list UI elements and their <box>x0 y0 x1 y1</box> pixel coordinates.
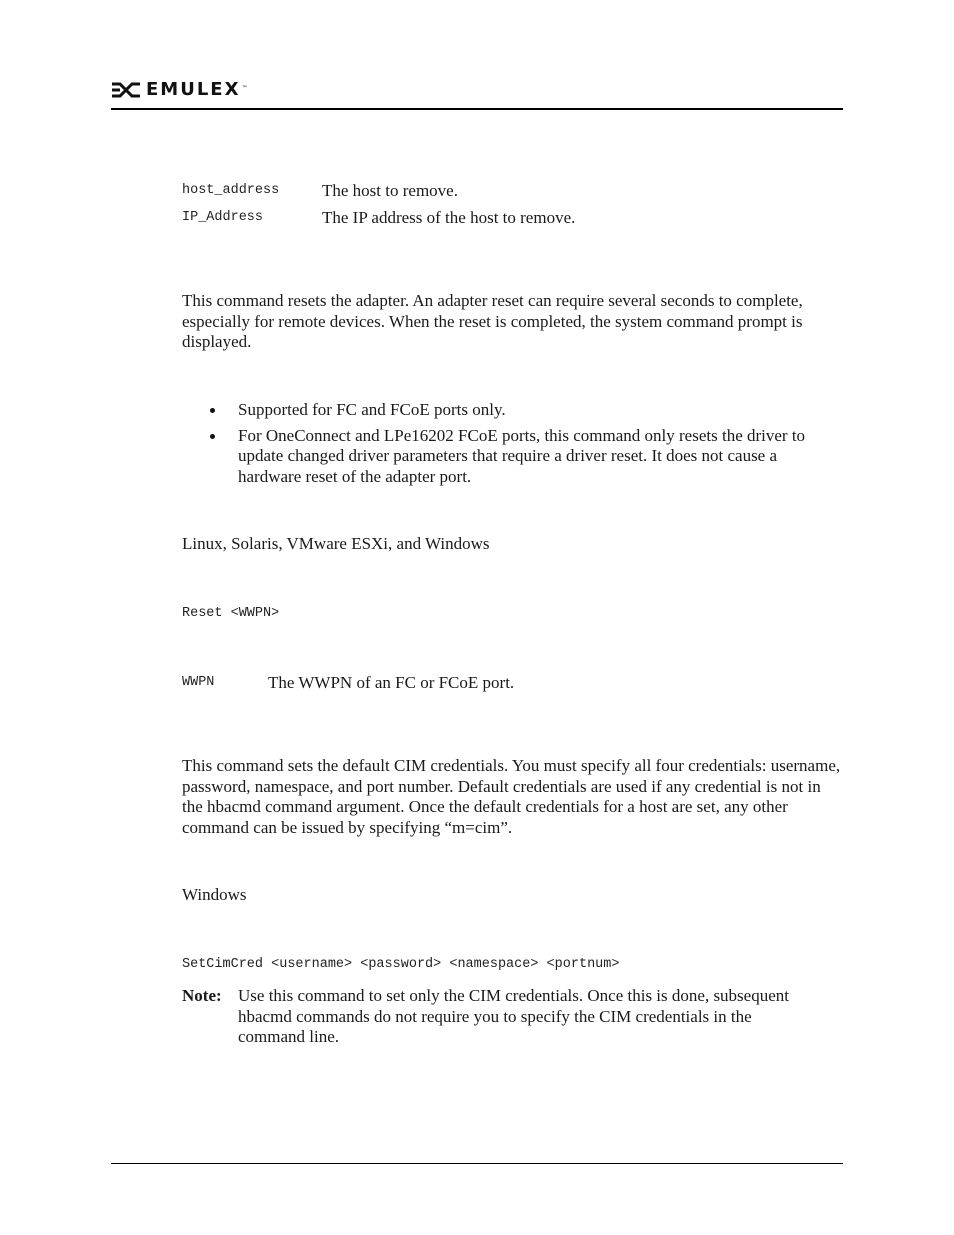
setcimcred-syntax: SetCimCred <username> <password> <namespace> <portnum> <box>182 957 620 972</box>
emulex-logo <box>111 80 247 100</box>
header-rule <box>111 108 843 110</box>
reset-notes-list <box>182 400 844 492</box>
param-name: IP_Address <box>182 210 264 225</box>
note-label: Note: <box>182 986 222 1005</box>
param-name: host_address <box>182 183 280 198</box>
setcimcred-platforms: Windows <box>182 885 247 904</box>
emulex-logo-text: EMULEX <box>146 79 241 100</box>
bullet-icon <box>210 434 215 439</box>
trademark-mark: ™ <box>241 84 248 92</box>
reset-syntax: Reset <WWPN> <box>182 606 280 621</box>
setcimcred-description: This command sets the default CIM credentials. You must specify all four credentials: username, password, namespace, and port number. Default credentials are used if any credential is not in the hbacmd command argument. Once the default credentials for a host are set, any other command can be issued by specifying “m=cim”. <box>182 756 841 837</box>
note-text: Use this command to set only the CIM credentials. Once this is done, subsequent hbacmd commands do not require you to specify the CIM credentials in the command line. <box>238 986 789 1046</box>
bullet-icon <box>210 408 215 413</box>
param-description: The IP address of the host to remove. <box>322 208 576 227</box>
param-name: WWPN <box>182 675 215 690</box>
footer-rule <box>111 1163 843 1164</box>
reset-platforms: Linux, Solaris, VMware ESXi, and Windows <box>182 534 490 553</box>
param-description: The WWPN of an FC or FCoE port. <box>268 673 515 692</box>
list-item: Supported for FC and FCoE ports only. <box>182 400 844 421</box>
list-item: For OneConnect and LPe16202 FCoE ports, this command only resets the driver to update changed driver parameters that require a driver reset. It does not cause a hardware reset of the adapter port. <box>182 426 844 488</box>
reset-description: This command resets the adapter. An adapter reset can require several seconds to complete, especially for remote devices. When the reset is completed, the system command prompt is displayed. <box>182 291 803 351</box>
param-description: The host to remove. <box>322 181 458 200</box>
emulex-logo-icon <box>111 82 141 98</box>
